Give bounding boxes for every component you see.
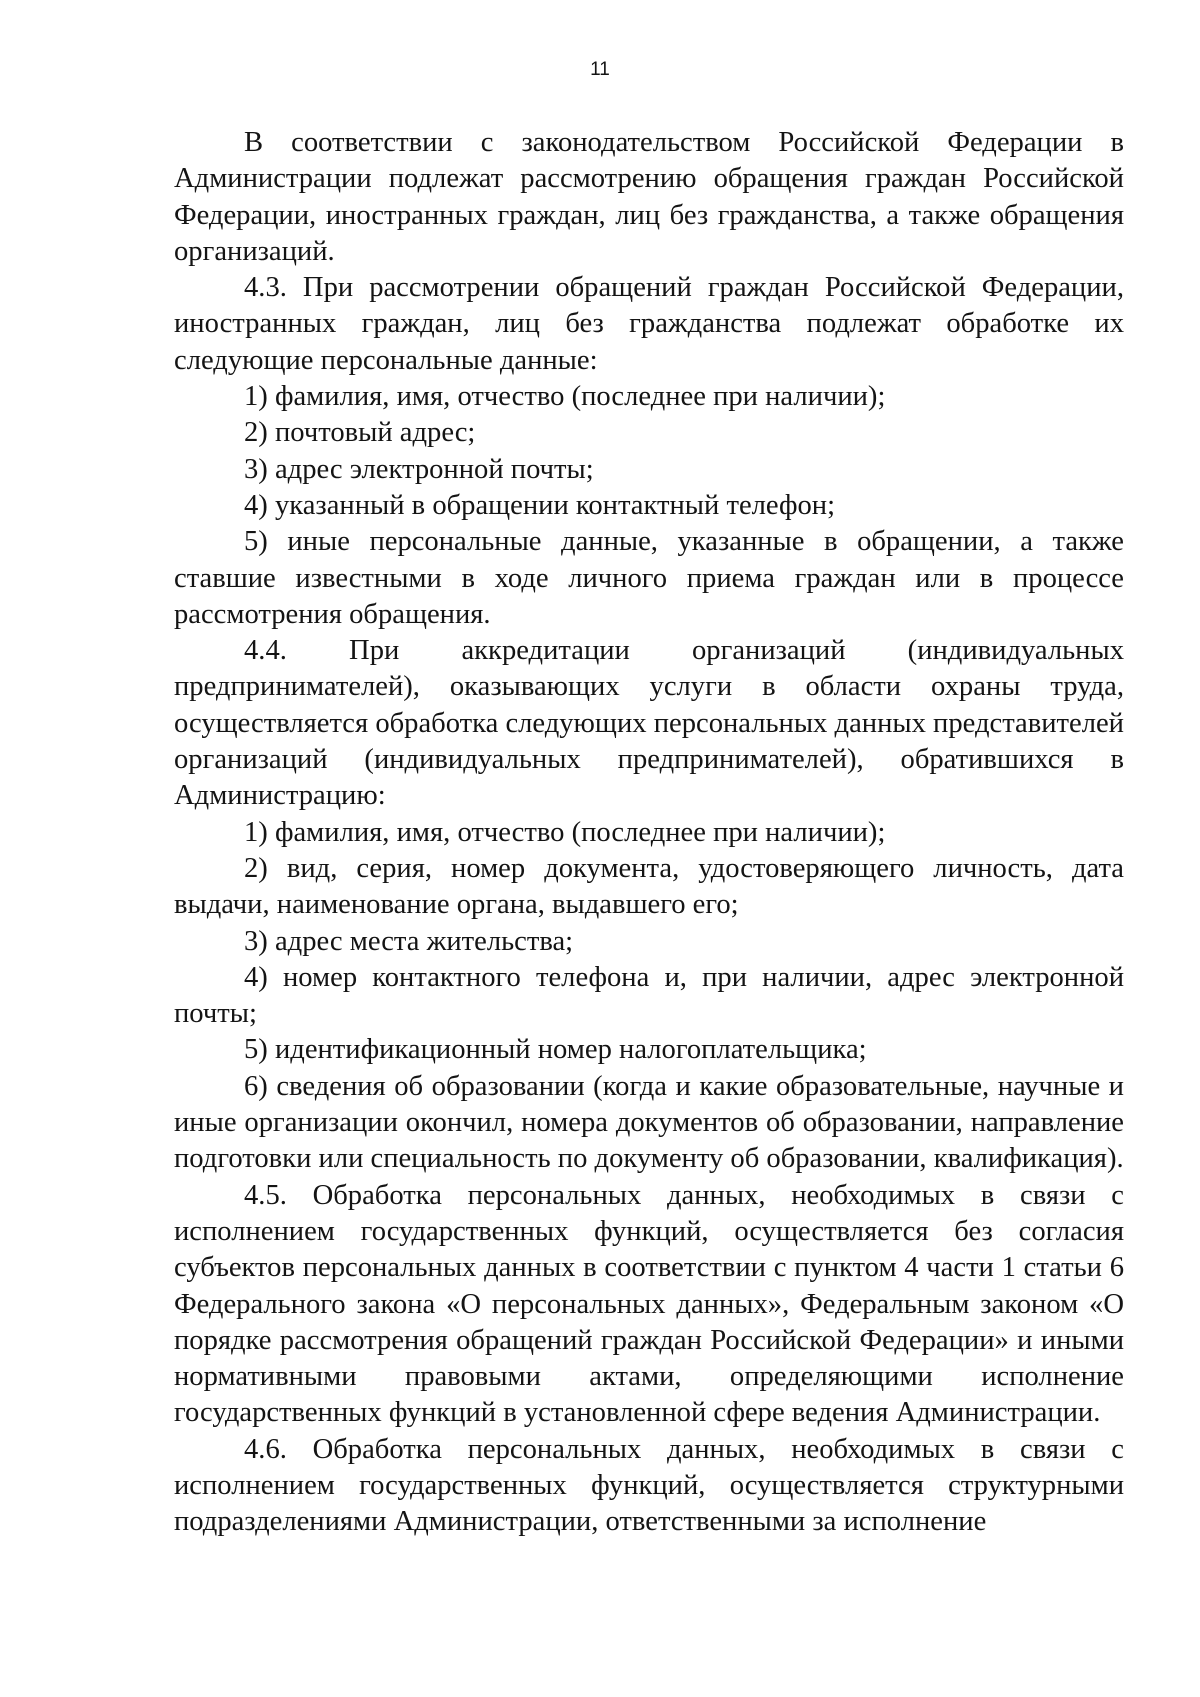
list-item: 2) почтовый адрес;	[244, 417, 476, 449]
list-item: 4) номер контактного телефона и, при наличии, адрес электронной почты;	[174, 961, 1124, 1030]
list-item: 6) сведения об образовании (когда и какие образовательные, научные и иные организации окончил, номера документов об образовании, направление подготовки или специальность по документу об образовании, квалификация).	[174, 1070, 1124, 1175]
list-item: 5) иные персональные данные, указанные в обращении, а также ставшие известными в ходе личного приема граждан или в процессе рассмотрения обращения.	[174, 526, 1124, 630]
list-item: 5) идентификационный номер налогоплательщика;	[244, 1034, 867, 1066]
paragraph-intro: В соответствии с законодательством Российской Федерации в Администрации подлежат рассмотрению обращения граждан Российской Федерации, иностранных граждан, лиц без гражданства, а также обращения организаций.	[174, 127, 1124, 267]
list-item: 1) фамилия, имя, отчество (последнее при наличии);	[244, 381, 886, 413]
list-item: 4) указанный в обращении контактный телефон;	[244, 489, 836, 521]
list-item: 3) адрес места жительства;	[244, 925, 574, 957]
paragraph-4-4: 4.4. При аккредитации организаций (индивидуальных предпринимателей), оказывающих услуги в области охраны труда, осуществляется обработка следующих персональных данных представителей организаций (индивидуальных предпринимателей), обратившихся в Администрацию:	[174, 635, 1124, 812]
document-body	[174, 125, 1124, 1541]
list-item: 2) вид, серия, номер документа, удостоверяющего личность, дата выдачи, наименование органа, выдавшего его;	[174, 852, 1124, 921]
list-item: 3) адрес электронной почты;	[244, 453, 594, 485]
page-number: 11	[590, 59, 610, 80]
paragraph-4-3: 4.3. При рассмотрении обращений граждан Российской Федерации, иностранных граждан, лиц без гражданства подлежат обработке их следующие персональные данные:	[174, 272, 1124, 376]
paragraph-4-5: 4.5. Обработка персональных данных, необходимых в связи с исполнением государственных функций, осуществляется без согласия субъектов персональных данных в соответствии с пунктом 4 части 1 статьи 6 Федерального закона «О персональных данных», Федеральным законом «О порядке рассмотрения обращений граждан Российской Федерации» и иными нормативными правовыми актами, определяющими исполнение государственных функций в установленной сфере ведения Администрации.	[174, 1179, 1124, 1429]
list-item: 1) фамилия, имя, отчество (последнее при наличии);	[244, 816, 886, 848]
paragraph-4-6: 4.6. Обработка персональных данных, необходимых в связи с исполнением государственных функций, осуществляется структурными подразделениями Администрации, ответственными за исполнение	[174, 1433, 1124, 1538]
